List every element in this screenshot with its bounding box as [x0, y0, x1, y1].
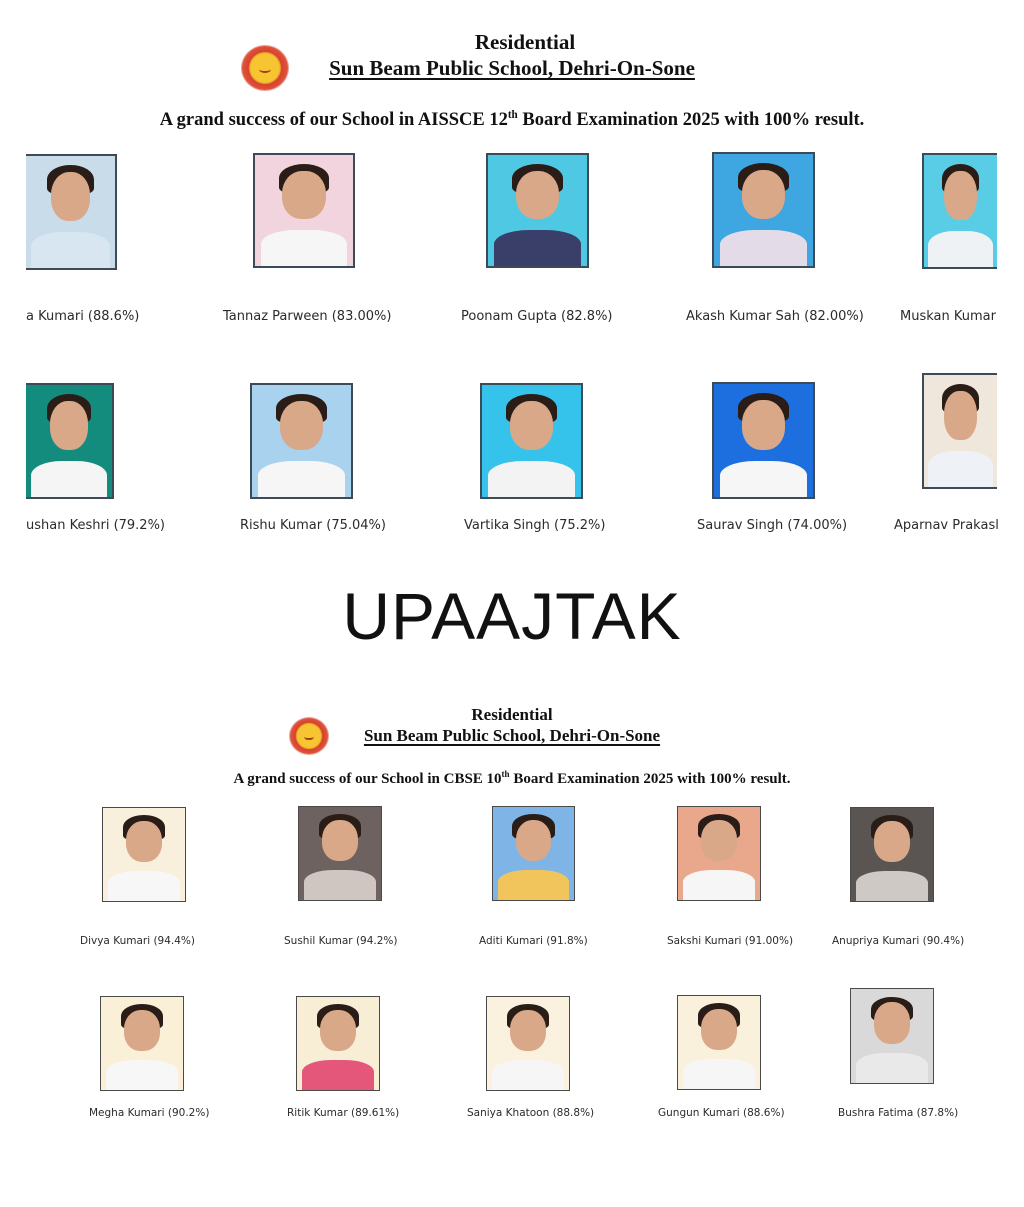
portrait-face — [742, 400, 786, 450]
student-caption: Gungun Kumari (88.6%) — [658, 1107, 785, 1119]
portrait-face — [701, 1009, 737, 1050]
student-photo — [922, 373, 997, 489]
student-caption: Sushil Kumar (94.2%) — [284, 935, 398, 947]
student-caption: Rishu Kumar (75.04%) — [240, 518, 386, 533]
student-photo — [298, 806, 382, 901]
portrait-body — [492, 1060, 564, 1090]
residential-label: Residential — [471, 705, 553, 724]
portrait-body — [31, 461, 107, 497]
student-photo — [677, 806, 761, 901]
headline-12: A grand success of our School in AISSCE 12th Board Examination 2025 with 100% result. — [159, 109, 865, 131]
student-photo — [850, 988, 934, 1084]
portrait-face — [742, 170, 786, 219]
student-caption: Poonam Gupta (82.8%) — [461, 309, 613, 324]
portrait-body — [106, 1060, 178, 1090]
school-name — [0, 726, 1024, 746]
student-photo — [712, 382, 815, 499]
student-photo — [677, 995, 761, 1090]
residential-label: Residential — [474, 30, 576, 54]
school-name-text: Sun Beam Public School, Dehri-On-Sone — [329, 56, 695, 80]
portrait-body — [258, 461, 345, 497]
portrait-body — [856, 1053, 928, 1083]
student-caption: Megha Kumari (90.2%) — [89, 1107, 210, 1119]
portrait-face — [510, 401, 554, 450]
portrait-body — [108, 871, 180, 901]
portrait-body — [494, 230, 581, 266]
school-name-text: Sun Beam Public School, Dehri-On-Sone — [363, 726, 661, 745]
student-photo — [480, 383, 583, 499]
portrait-body — [302, 1060, 374, 1090]
portrait-body — [304, 870, 376, 900]
portrait-face — [320, 1010, 356, 1051]
portrait-face — [944, 171, 976, 220]
watermark-text: UPAAJTAK — [342, 579, 682, 653]
portrait-body — [683, 870, 755, 900]
portrait-face — [944, 391, 976, 440]
student-caption: Vartika Singh (75.2%) — [464, 518, 606, 533]
portrait-face — [516, 171, 560, 220]
student-caption: a Kumari (88.6%) — [26, 309, 140, 324]
portrait-face — [322, 820, 358, 861]
student-photo — [296, 996, 380, 1091]
student-caption: Divya Kumari (94.4%) — [80, 935, 196, 947]
student-photo — [922, 153, 997, 269]
student-photo — [100, 996, 184, 1091]
student-photo — [250, 383, 353, 499]
portrait-face — [516, 820, 552, 861]
portrait-face — [282, 171, 325, 220]
student-caption: Tannaz Parween (83.00%) — [223, 309, 392, 324]
student-photo — [486, 996, 570, 1091]
portrait-face — [280, 401, 324, 450]
student-caption: ushan Keshri (79.2%) — [26, 518, 166, 533]
student-caption: Ritik Kumar (89.61%) — [287, 1107, 400, 1119]
portrait-body — [31, 232, 109, 268]
student-photo — [102, 807, 186, 902]
student-caption: Sakshi Kumari (91.00%) — [667, 935, 794, 947]
student-caption: Aparnav Prakasl — [894, 518, 999, 533]
portrait-face — [701, 820, 737, 861]
student-photo — [850, 807, 934, 902]
student-caption: Aditi Kumari (91.8%) — [479, 935, 588, 947]
student-caption: Saniya Khatoon (88.8%) — [467, 1107, 595, 1119]
portrait-body — [720, 461, 807, 497]
portrait-face — [874, 821, 910, 862]
portrait-face — [874, 1002, 910, 1043]
portrait-body — [928, 451, 992, 487]
portrait-body — [928, 231, 992, 267]
portrait-face — [124, 1010, 160, 1051]
student-photo — [26, 154, 117, 270]
student-photo — [486, 153, 589, 268]
portrait-body — [498, 870, 569, 900]
portrait-body — [261, 230, 347, 266]
portrait-body — [720, 230, 807, 266]
portrait-face — [510, 1010, 546, 1051]
student-photo — [26, 383, 114, 499]
school-name — [0, 56, 1024, 81]
student-photo — [253, 153, 355, 268]
student-caption: Bushra Fatima (87.8%) — [838, 1107, 959, 1119]
portrait-face — [126, 821, 162, 862]
student-caption: Akash Kumar Sah (82.00%) — [686, 309, 864, 324]
portrait-body — [683, 1059, 755, 1089]
student-photo — [712, 152, 815, 268]
portrait-face — [50, 401, 88, 450]
portrait-body — [856, 871, 928, 901]
student-photo — [492, 806, 575, 901]
student-caption: Saurav Singh (74.00%) — [697, 518, 848, 533]
portrait-body — [488, 461, 575, 497]
headline-10: A grand success of our School in CBSE 10th Board Examination 2025 with 100% result. — [233, 769, 791, 787]
student-caption: Muskan Kumar — [900, 309, 996, 324]
student-caption: Anupriya Kumari (90.4%) — [832, 935, 965, 947]
portrait-face — [51, 172, 90, 221]
